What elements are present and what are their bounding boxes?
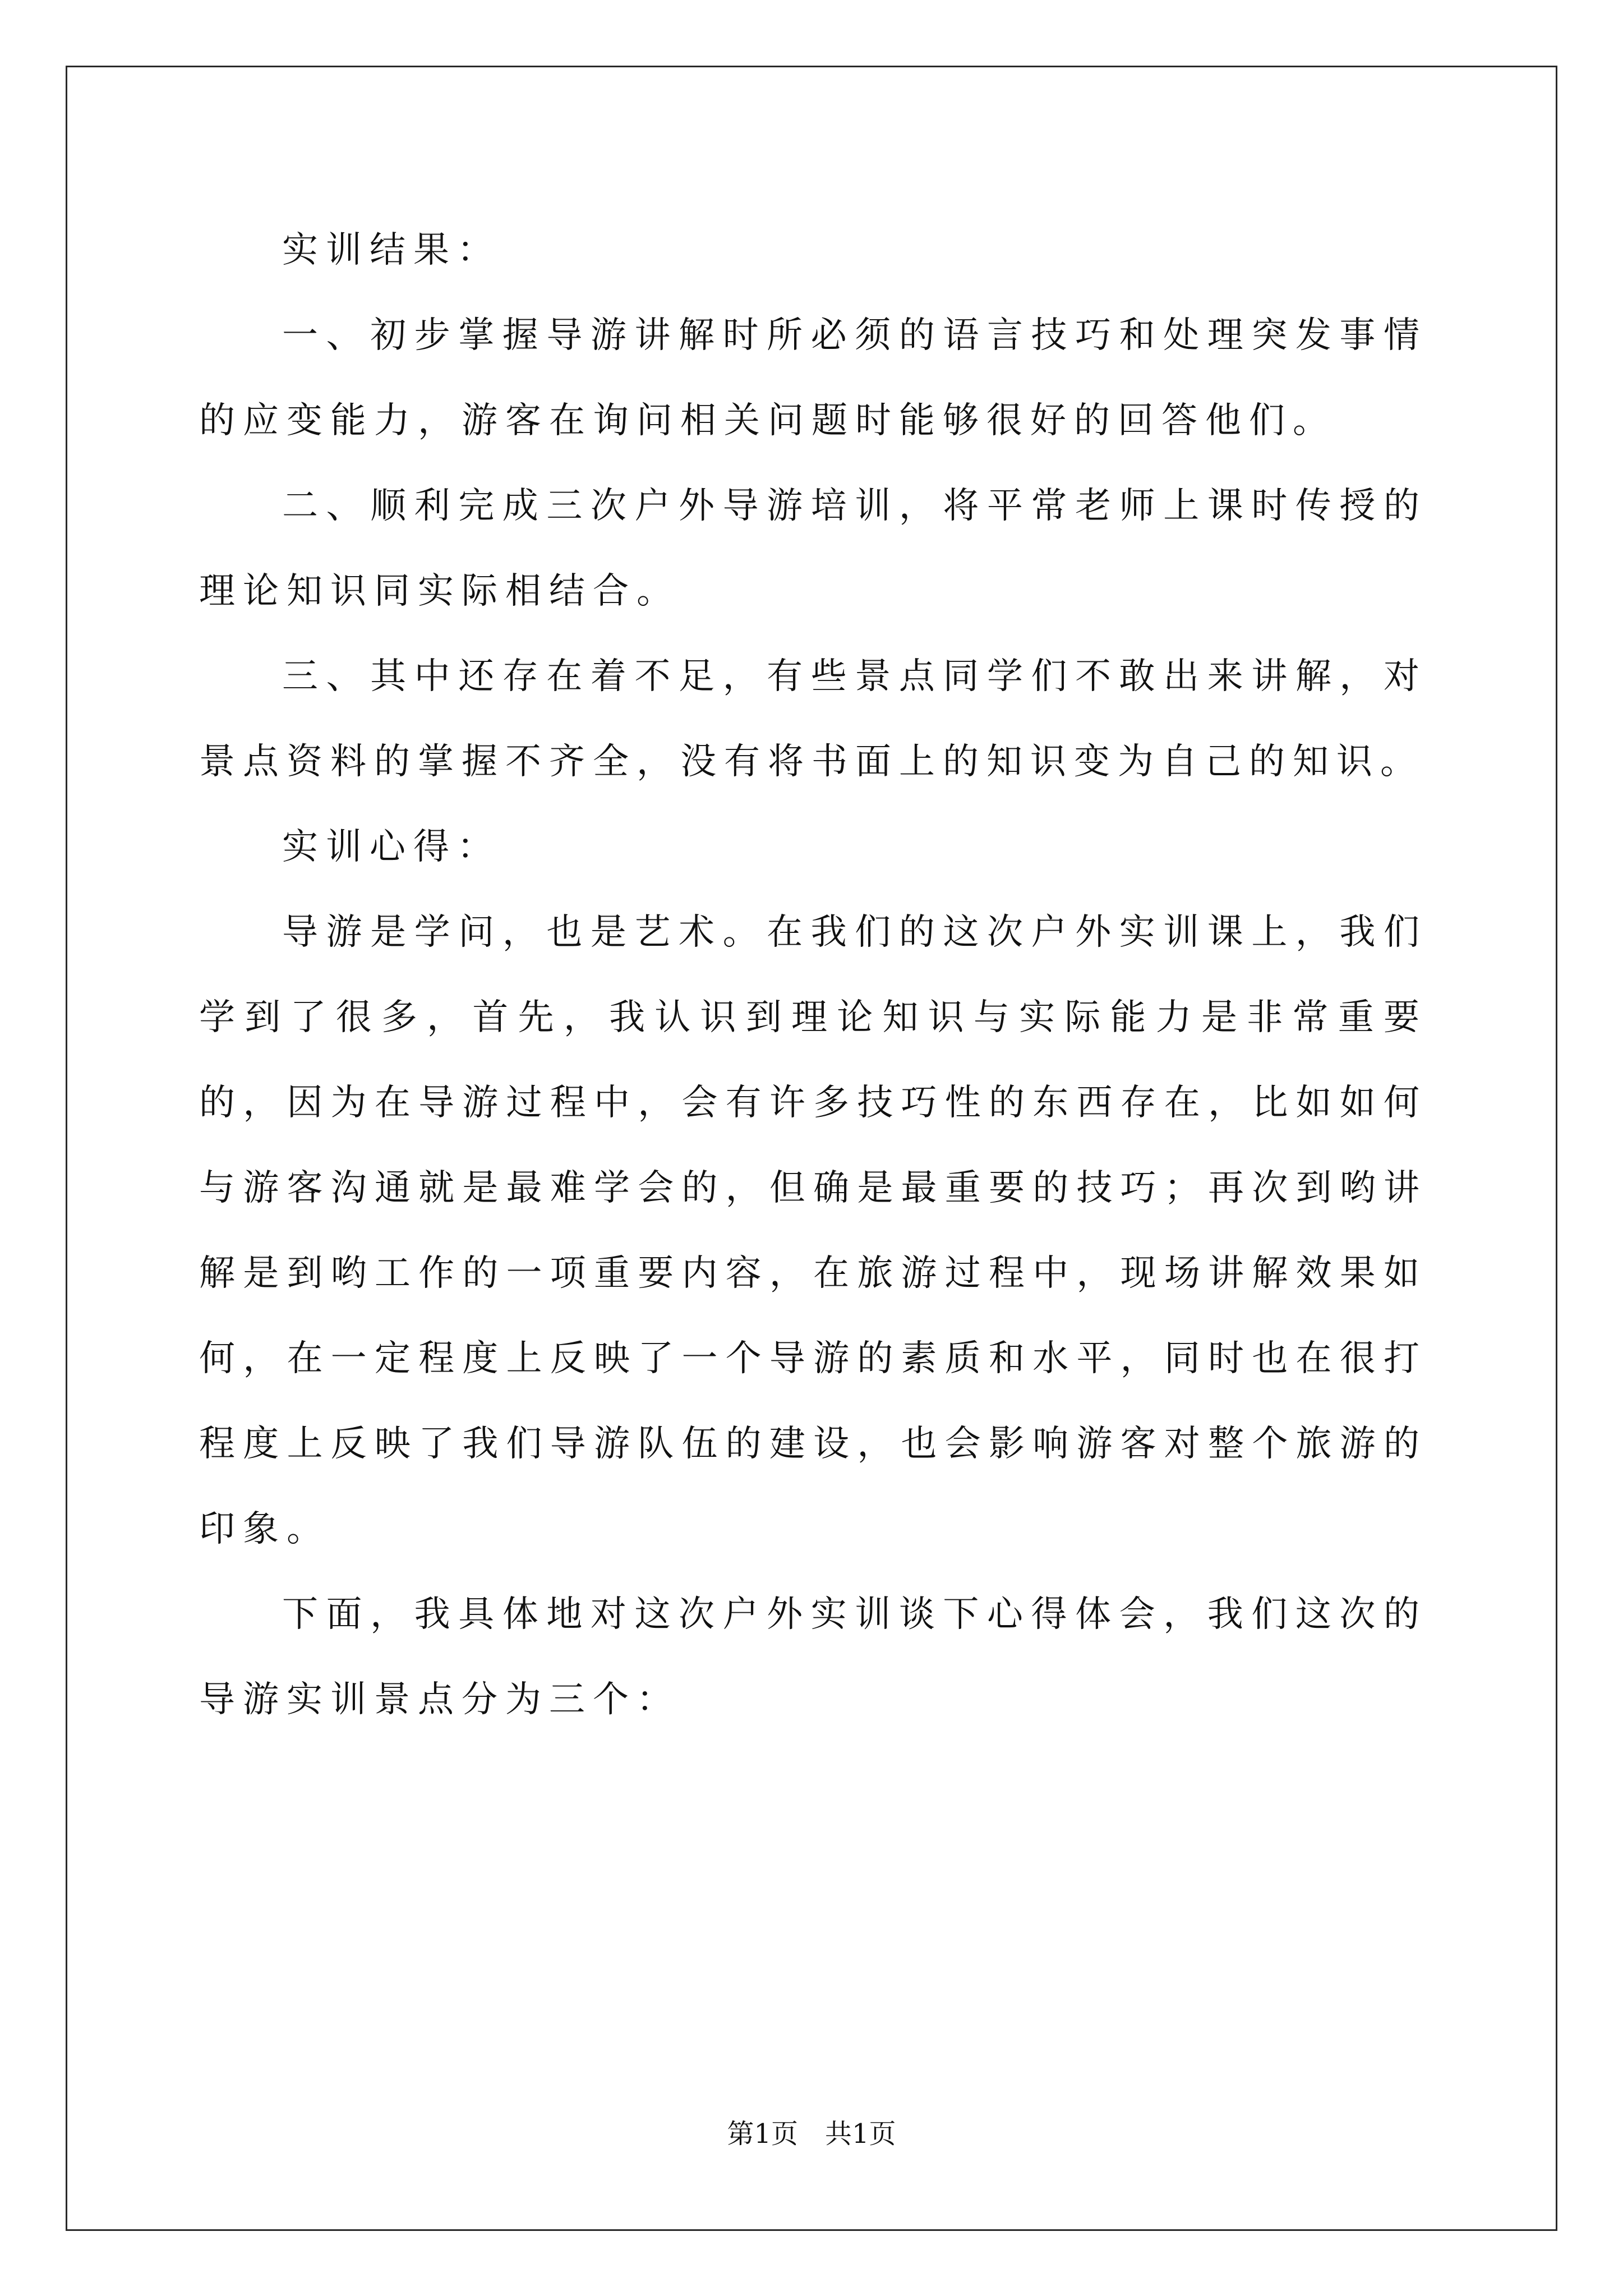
paragraph-result-heading: 实训结果： bbox=[282, 229, 501, 271]
page-number: 第1页 bbox=[727, 2118, 798, 2150]
document-body bbox=[199, 208, 1427, 1742]
paragraph-result-3: 三、其中还存在着不足，有些景点同学们不敢出来讲解，对景点资料的掌握不齐全，没有将书面上的知识变为自己的知识。 bbox=[199, 656, 1427, 783]
paragraph-result-2: 二、顺利完成三次户外导游培训，将平常老师上课时传授的理论知识同实际相结合。 bbox=[199, 485, 1427, 612]
paragraph-result-1: 一、初步掌握导游讲解时所必须的语言技巧和处理突发事情的应变能力，游客在询问相关问题时能够很好的回答他们。 bbox=[199, 315, 1427, 441]
paragraph-reflection-body: 导游是学问，也是艺术。在我们的这次户外实训课上，我们学到了很多，首先，我认识到理论知识与实际能力是非常重要的，因为在导游过程中，会有许多技巧性的东西存在，比如如何与游客沟通就是最难学会的，但确是最重要的技巧；再次到哟讲解是到哟工作的一项重要内容，在旅游过程中，现场讲解效果如何，在一定程度上反映了一个导游的素质和水平，同时也在很打程度上反映了我们导游队伍的建设，也会影响游客对整个旅游的印象。 bbox=[199, 912, 1427, 1550]
paragraph-reflection-intro: 下面，我具体地对这次户外实训谈下心得体会，我们这次的导游实训景点分为三个： bbox=[199, 1594, 1427, 1720]
page-total: 共1页 bbox=[825, 2118, 896, 2150]
paragraph-reflection-heading: 实训心得： bbox=[282, 826, 501, 868]
page-footer bbox=[0, 2112, 1623, 2151]
